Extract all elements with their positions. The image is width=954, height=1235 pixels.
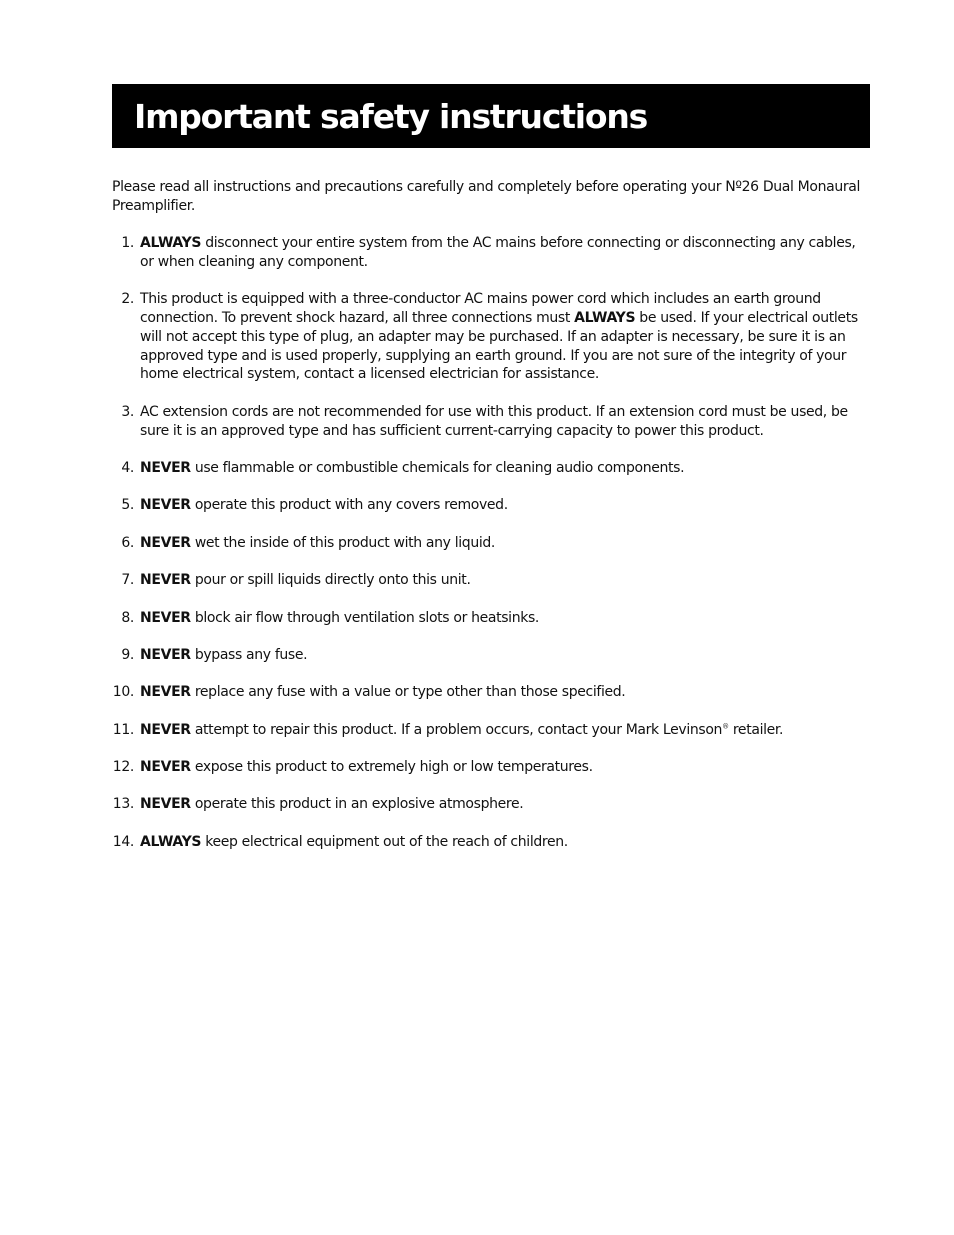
item-body: operate this product in an explosive atmosphere.: [190, 796, 524, 813]
item-body: bypass any fuse.: [190, 646, 308, 663]
item-body: block air flow through ventilation slots or heatsinks.: [190, 609, 540, 626]
item-text: [140, 683, 864, 702]
safety-instructions-list: [112, 234, 864, 870]
item-keyword: NEVER: [140, 609, 191, 626]
item-keyword: NEVER: [140, 796, 191, 813]
item-text: [140, 646, 864, 665]
item-keyword: NEVER: [140, 684, 191, 701]
list-item: [112, 683, 864, 702]
item-keyword: NEVER: [140, 759, 191, 776]
item-number: 10.: [112, 684, 134, 701]
item-body: expose this product to extremely high or low temperatures.: [190, 759, 593, 776]
item-keyword: NEVER: [140, 646, 191, 663]
item-text: [140, 534, 864, 553]
list-item: [112, 758, 864, 777]
item-body: be used. If your electrical outlets will not accept this type of plug, an adapter may be purchased. If an adapter is necessary, be sure it is an approved type and is used properly, supplying an earth ground. If you are not sure of the integrity of your home electrical system, contact a licensed electrician for assistance.: [140, 309, 858, 383]
item-text: [140, 571, 864, 590]
list-item: [112, 571, 864, 590]
page-title: Important safety instructions: [134, 96, 648, 136]
list-item: [112, 609, 864, 628]
item-text: [140, 609, 864, 628]
item-text: [140, 721, 864, 740]
item-body: use flammable or combustible chemicals for cleaning audio components.: [190, 459, 685, 476]
item-text: [140, 795, 864, 814]
item-number: 6.: [121, 534, 134, 551]
item-number: 14.: [112, 833, 134, 850]
item-text: [140, 758, 864, 777]
list-item: [112, 721, 864, 740]
item-number: 12.: [112, 759, 134, 776]
item-number: 7.: [121, 572, 134, 589]
item-number: 13.: [112, 796, 134, 813]
title-bar: [112, 84, 870, 148]
item-body: pour or spill liquids directly onto this unit.: [190, 572, 471, 589]
item-text: [140, 459, 864, 478]
intro-paragraph: Please read all instructions and precautions carefully and completely before operating your Nº26 Dual Monaural Preamplifier.: [112, 179, 861, 214]
item-number: 3.: [121, 403, 134, 420]
list-item: [112, 290, 864, 384]
list-item: [112, 234, 864, 272]
list-item: [112, 833, 864, 852]
list-item: [112, 534, 864, 553]
item-body-tail: retailer.: [728, 721, 784, 738]
item-body: replace any fuse with a value or type other than those specified.: [190, 684, 626, 701]
item-number: 9.: [121, 646, 134, 663]
item-keyword: NEVER: [140, 534, 191, 551]
list-item: [112, 459, 864, 478]
list-item: [112, 403, 864, 441]
item-number: 4.: [121, 459, 134, 476]
item-keyword: NEVER: [140, 459, 191, 476]
item-text: [140, 496, 864, 515]
item-keyword: ALWAYS: [574, 309, 636, 326]
item-number: 1.: [121, 235, 134, 251]
item-text: [140, 234, 864, 272]
item-text: [140, 403, 864, 441]
item-body: attempt to repair this product. If a problem occurs, contact your Mark Levinson: [190, 721, 723, 738]
item-body: wet the inside of this product with any liquid.: [190, 534, 496, 551]
item-number: 8.: [121, 609, 134, 626]
registered-mark: ®: [722, 722, 729, 731]
item-body: AC extension cords are not recommended for use with this product. If an extension cord must be used, be sure it is an approved type and has sufficient current-carrying capacity to power this product.: [140, 403, 848, 439]
item-keyword: NEVER: [140, 721, 191, 738]
item-number: 2.: [121, 291, 134, 308]
list-item: [112, 646, 864, 665]
item-text: [140, 833, 864, 852]
item-body: disconnect your entire system from the AC mains before connecting or disconnecting any cables, or when cleaning any component.: [140, 235, 856, 270]
item-keyword: ALWAYS: [140, 833, 202, 850]
list-item: [112, 496, 864, 515]
list-item: [112, 795, 864, 814]
item-keyword: NEVER: [140, 572, 191, 589]
item-body: operate this product with any covers removed.: [190, 497, 508, 514]
item-body-lead: This product is equipped with a three-conductor AC mains power cord which includes an earth ground connection. To prevent shock hazard, all three connections must: [140, 291, 821, 326]
item-number: 11.: [112, 721, 134, 738]
item-keyword: ALWAYS: [140, 235, 202, 251]
item-body: keep electrical equipment out of the reach of children.: [201, 833, 568, 850]
item-text: [140, 290, 864, 384]
item-number: 5.: [121, 497, 134, 514]
item-keyword: NEVER: [140, 497, 191, 514]
